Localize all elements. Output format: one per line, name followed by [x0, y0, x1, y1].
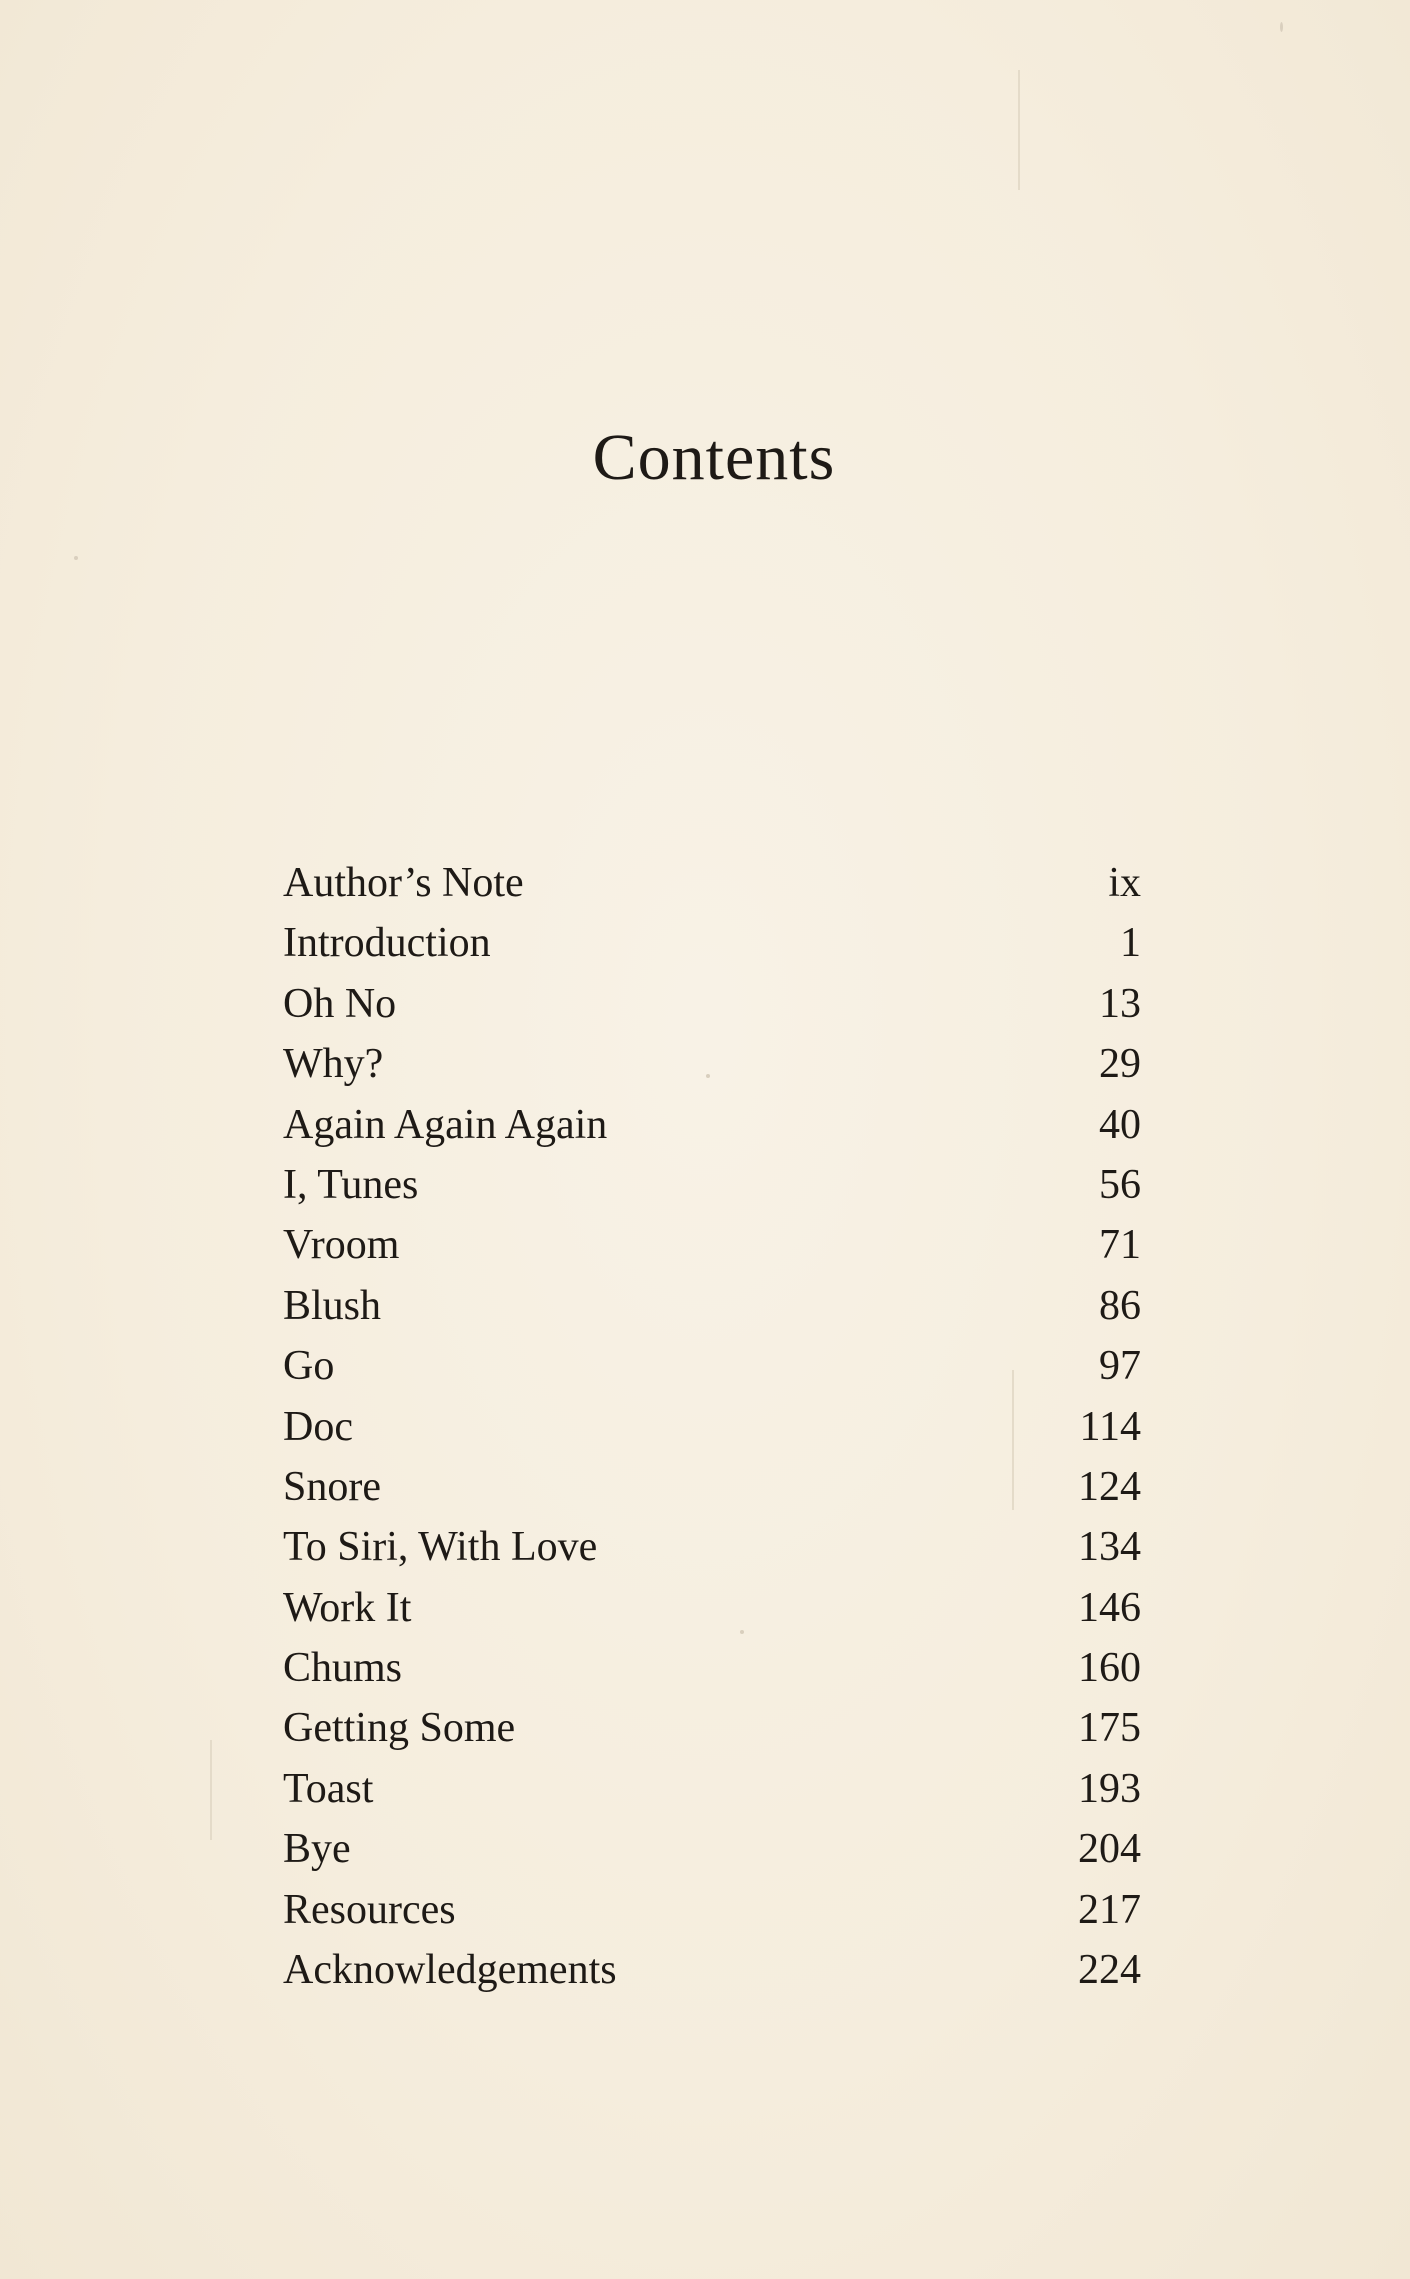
- page-crease-mark: [210, 1740, 212, 1840]
- toc-entry-page-number: 217: [1078, 1886, 1141, 1933]
- toc-entry-title: I, Tunes: [283, 1161, 419, 1208]
- toc-entry-title: Introduction: [283, 920, 491, 967]
- toc-entry-title: Oh No: [283, 980, 397, 1027]
- toc-entry-page-number: 40: [1099, 1101, 1141, 1148]
- toc-entry: [283, 913, 1141, 973]
- toc-entry-page-number: 193: [1078, 1765, 1141, 1812]
- page-crease-mark: [1018, 70, 1020, 190]
- page-speck: [74, 556, 78, 560]
- toc-entry-page-number: 124: [1078, 1463, 1141, 1510]
- toc-entry-title: Go: [283, 1343, 335, 1390]
- toc-entry-page-number: 204: [1078, 1826, 1141, 1873]
- toc-entry-title: Acknowledgements: [283, 1947, 617, 1994]
- toc-entry: [283, 1034, 1141, 1094]
- toc-entry-page-number: 134: [1078, 1524, 1141, 1571]
- toc-entry: [283, 1336, 1141, 1396]
- toc-entry-title: Resources: [283, 1886, 456, 1933]
- toc-entry-title: Vroom: [283, 1222, 400, 1269]
- toc-entry: [283, 1457, 1141, 1517]
- toc-entry: [283, 1819, 1141, 1879]
- toc-entry-title: Getting Some: [283, 1705, 516, 1752]
- toc-entry: [283, 853, 1141, 913]
- toc-entry-page-number: 29: [1099, 1041, 1141, 1088]
- toc-entry-page-number: 86: [1099, 1282, 1141, 1329]
- toc-entry-title: Snore: [283, 1463, 381, 1510]
- toc-entry-page-number: 1: [1120, 920, 1141, 967]
- toc-entry-page-number: 56: [1099, 1161, 1141, 1208]
- toc-entry-page-number: 146: [1078, 1584, 1141, 1631]
- toc-entry: [283, 1759, 1141, 1819]
- page-title: Contents: [592, 421, 836, 494]
- toc-entry: [283, 1698, 1141, 1758]
- toc-entry: [283, 1940, 1141, 2000]
- table-of-contents: [283, 853, 1141, 2000]
- toc-entry-page-number: 114: [1079, 1403, 1141, 1450]
- toc-entry-page-number: 160: [1078, 1645, 1141, 1692]
- toc-entry-title: Chums: [283, 1645, 403, 1692]
- toc-entry-page-number: 13: [1099, 980, 1141, 1027]
- toc-entry-page-number: 224: [1078, 1947, 1141, 1994]
- toc-entry-title: Why?: [283, 1041, 384, 1088]
- toc-entry: [283, 1578, 1141, 1638]
- toc-entry-title: Doc: [283, 1403, 353, 1450]
- toc-entry: [283, 974, 1141, 1034]
- toc-entry: [283, 1397, 1141, 1457]
- toc-entry-title: Blush: [283, 1282, 382, 1329]
- toc-entry-title: Bye: [283, 1826, 351, 1873]
- page-speck: [1280, 22, 1283, 32]
- toc-entry: [283, 1638, 1141, 1698]
- toc-entry: [283, 1155, 1141, 1215]
- toc-entry: [283, 1215, 1141, 1275]
- toc-entry: [283, 1517, 1141, 1577]
- toc-entry-title: Toast: [283, 1765, 374, 1812]
- toc-entry-page-number: 97: [1099, 1343, 1141, 1390]
- toc-entry: [283, 1880, 1141, 1940]
- toc-entry-title: Work It: [283, 1584, 412, 1631]
- toc-entry-title: Again Again Again: [283, 1101, 608, 1148]
- toc-entry: [283, 1095, 1141, 1155]
- toc-entry-title: To Siri, With Love: [283, 1524, 598, 1571]
- toc-entry-title: Author’s Note: [283, 860, 524, 906]
- toc-entry: [283, 1276, 1141, 1336]
- toc-entry-page-number: ix: [1108, 860, 1141, 906]
- toc-entry-page-number: 71: [1099, 1222, 1141, 1269]
- toc-entry-page-number: 175: [1078, 1705, 1141, 1752]
